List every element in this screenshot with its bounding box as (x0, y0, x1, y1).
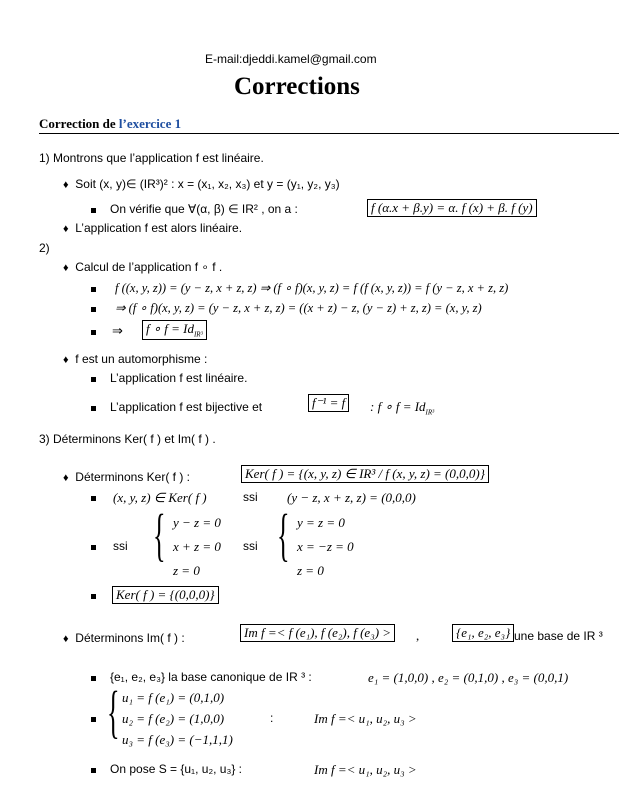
s1-intro: 1) Montrons que l’application f est linéaire. (39, 151, 264, 165)
square-bullet-icon (91, 545, 96, 550)
s3-ker-row (63, 470, 190, 484)
sys3-row: u₂ = f (e₂) = (1,0,0) (122, 711, 225, 726)
s1-lineaire-row (63, 221, 242, 235)
diamond-bullet-icon: ♦ (63, 262, 69, 274)
s2-bij-sub: IR³ (425, 408, 435, 417)
square-bullet-icon (91, 307, 96, 312)
s2-bij-box: f⁻¹ = f (308, 394, 349, 412)
s2-line3-formula: f ∘ f = Id (146, 321, 194, 336)
diamond-bullet-icon: ♦ (63, 223, 69, 235)
s2-bij-tail (370, 399, 434, 417)
s3-im-label: Déterminons Im( f ) : (75, 631, 185, 645)
left-brace-icon: { (277, 502, 290, 567)
s3-im-base-box: {e₁, e₂, e₃} (452, 624, 514, 642)
s2-line3-arrow: ⇒ (112, 323, 123, 338)
s2-auto: f est un automorphisme : (75, 352, 208, 366)
s3-ker-label: Déterminons Ker( f ) : (75, 470, 190, 484)
diamond-bullet-icon: ♦ (63, 179, 69, 191)
square-bullet-icon (91, 676, 96, 681)
s3-ker-l1b: ssi (243, 490, 258, 504)
s1-soit: Soit (x, y)∈ (IR³)² : x = (x₁, x₂, x₃) et y = (y₁, y₂, y₃) (75, 177, 340, 191)
s3-ker-box: Ker( f ) = {(x, y, z) ∈ IR³ / f (x, y, z) = (0,0,0)} (241, 465, 489, 483)
page-title: Corrections (234, 73, 360, 100)
square-bullet-icon (91, 208, 96, 213)
sys2-row: x = −z = 0 (297, 539, 354, 554)
square-bullet-icon (91, 287, 96, 292)
diamond-bullet-icon: ♦ (63, 633, 69, 645)
sys2-row: y = z = 0 (297, 515, 345, 530)
square-bullet-icon (91, 717, 96, 722)
s2-auto-row (63, 352, 207, 366)
sys1-row: x + z = 0 (173, 539, 221, 554)
s2-calcul-row (63, 260, 222, 274)
s3-canon-b: e₁ = (1,0,0) , e₂ = (0,1,0) , e₃ = (0,0,1) (368, 670, 569, 685)
s2-bij-tail-text: : f ∘ f = Id (370, 399, 426, 414)
s2-calcul: Calcul de l’application f ∘ f . (75, 260, 223, 274)
s3-im-base-tail: une base de IR ³ (514, 629, 603, 643)
s3-ker-l1c: (y − z, x + z, z) = (0,0,0) (287, 490, 416, 505)
s3-ssi-1: ssi (113, 539, 128, 553)
s2-line3-box (142, 320, 207, 340)
diamond-bullet-icon: ♦ (63, 472, 69, 484)
s1-verif: On vérifie que ∀(α, β) ∈ IR² , on a : (110, 202, 298, 216)
s3-ker-result: Ker( f ) = {(0,0,0)} (112, 586, 219, 604)
sys2-row: z = 0 (297, 563, 324, 578)
s1-verif-formula: f (α.x + β.y) = α. f (x) + β. f (y) (367, 199, 537, 217)
email-line: E-mail:djeddi.kamel@gmail.com (205, 52, 377, 66)
s3-im-box: Im f =< f (e₁), f (e₂), f (e₃) > (240, 624, 395, 642)
s2-line3-sub: IR³ (193, 330, 203, 339)
s3-im-comma: , (416, 628, 420, 643)
s2-line2: ⇒ (f ∘ f)(x, y, z) = (y − z, x + z, z) = ((x + z) − z, (y − z) + z, z) = (x, y, z) (115, 301, 482, 315)
left-brace-icon: { (153, 502, 166, 567)
s3-pose-im: Im f =< u₁, u₂, u₃ > (314, 762, 417, 777)
s3-intro: 3) Déterminons Ker( f ) et Im( f ) . (39, 432, 216, 446)
exercise-link[interactable]: l’exercice 1 (118, 116, 182, 131)
s2-lin: L’application f est linéaire. (110, 371, 248, 385)
left-brace-icon: { (107, 679, 120, 744)
s1-soit-row (63, 177, 340, 191)
diamond-bullet-icon: ♦ (63, 354, 69, 366)
square-bullet-icon (91, 330, 96, 335)
square-bullet-icon (91, 496, 96, 501)
sys1-row: z = 0 (173, 563, 200, 578)
sys3-im: Im f =< u₁, u₂, u₃ > (314, 711, 417, 726)
s3-ker-l1a: (x, y, z) ∈ Ker( f ) (113, 490, 207, 505)
sys3-row: u₁ = f (e₁) = (0,1,0) (122, 690, 225, 705)
square-bullet-icon (91, 406, 96, 411)
square-bullet-icon (91, 377, 96, 382)
s1-lineaire: L’application f est alors linéaire. (75, 221, 243, 235)
heading-rule (39, 133, 619, 134)
s2-line1: f ((x, y, z)) = (y − z, x + z, z) ⇒ (f ∘ f)(x, y, z) = f (f (x, y, z)) = f (y − z, x + z, z) (115, 281, 509, 295)
s3-canon-a: {e₁, e₂, e₃} la base canonique de IR ³ : (110, 670, 312, 684)
s2-bij: L’application f est bijective et (110, 400, 263, 414)
square-bullet-icon (91, 594, 96, 599)
sys1-row: y − z = 0 (173, 515, 221, 530)
s2-num: 2) (39, 241, 50, 255)
s3-pose: On pose S = {u₁, u₂, u₃} : (110, 762, 243, 776)
correction-heading (39, 116, 181, 132)
s3-ssi-2: ssi (243, 539, 258, 553)
sys3-row: u₃ = f (e₃) = (−1,1,1) (122, 732, 233, 747)
correction-label: Correction de (39, 116, 119, 131)
square-bullet-icon (91, 768, 96, 773)
sys3-colon: : (270, 711, 274, 725)
s3-im-row (63, 631, 185, 645)
